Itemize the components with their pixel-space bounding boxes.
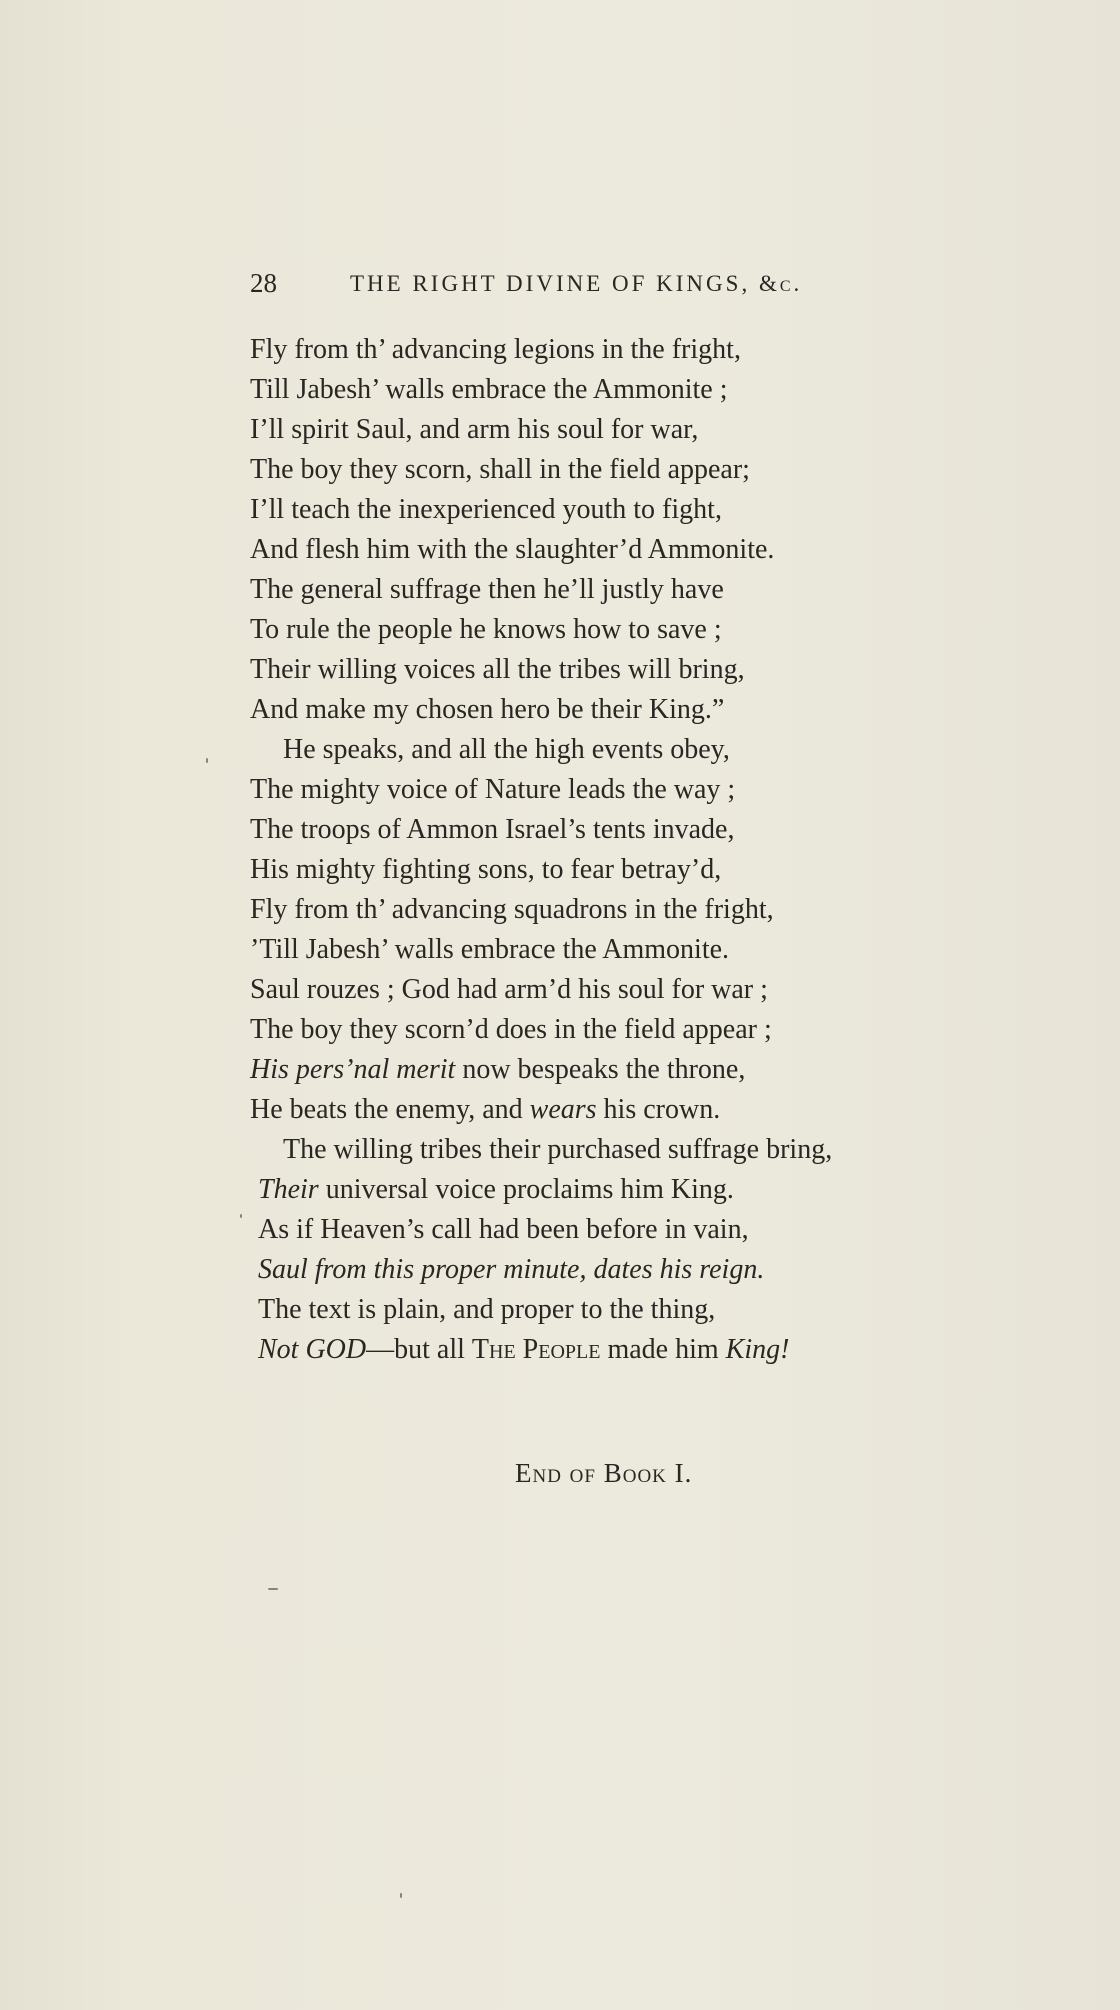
poem-line: The troops of Ammon Israel’s tents invade,: [250, 814, 735, 845]
line-text: universal voice proclaims him King.: [318, 1174, 734, 1205]
ink-speck: [240, 1214, 242, 1218]
poem-line: And make my chosen hero be their King.”: [250, 694, 725, 725]
italic-word: King!: [725, 1334, 790, 1365]
poem-line: The boy they scorn’d does in the field appear ;: [250, 1014, 772, 1045]
poem-line: The text is plain, and proper to the thing,: [258, 1294, 716, 1325]
poem-line: The willing tribes their purchased suffrage bring,: [283, 1134, 833, 1165]
page-number: 28: [250, 268, 277, 298]
running-head: [250, 268, 870, 308]
poem-line: Fly from th’ advancing legions in the fright,: [250, 334, 741, 365]
poem-line: I’ll spirit Saul, and arm his soul for war,: [250, 414, 699, 445]
poem-line: And flesh him with the slaughter’d Ammonite.: [250, 534, 775, 565]
end-of-book-mark: End of Book I.: [515, 1458, 693, 1488]
poem-line: To rule the people he knows how to save ;: [250, 614, 722, 645]
poem-line: He speaks, and all the high events obey,: [283, 734, 730, 765]
poem-text: [250, 330, 970, 1370]
ink-speck: [268, 1588, 278, 1590]
italic-phrase: Not GOD: [258, 1334, 367, 1365]
small-caps-phrase: The People: [471, 1334, 601, 1365]
ink-speck: [206, 758, 208, 763]
line-text: He beats the enemy, and: [250, 1094, 530, 1125]
line-text: now bespeaks the throne,: [455, 1054, 746, 1085]
italic-phrase: His pers’nal merit: [250, 1054, 456, 1085]
poem-line: [250, 1050, 970, 1090]
poem-line: [250, 1090, 970, 1130]
poem-line: His mighty fighting sons, to fear betray’d,: [250, 854, 722, 885]
poem-line: ’Till Jabesh’ walls embrace the Ammonite.: [250, 934, 730, 965]
poem-line: The boy they scorn, shall in the field appear;: [250, 454, 750, 485]
line-text: —but all: [366, 1334, 472, 1365]
poem-line: [250, 1330, 970, 1370]
poem-line: [250, 1250, 970, 1290]
poem-line: [250, 1170, 970, 1210]
italic-line: Saul from this proper minute, dates his reign.: [258, 1254, 765, 1285]
poem-line: Their willing voices all the tribes will bring,: [250, 654, 745, 685]
poem-line: As if Heaven’s call had been before in vain,: [258, 1214, 749, 1245]
line-text: made him: [600, 1334, 726, 1365]
italic-word: wears: [529, 1094, 597, 1125]
poem-line: Saul rouzes ; God had arm’d his soul for war ;: [250, 974, 768, 1005]
poem-line: The general suffrage then he’ll justly have: [250, 574, 724, 605]
italic-word: Their: [258, 1174, 319, 1205]
line-text: his crown.: [596, 1094, 721, 1125]
running-title: THE RIGHT DIVINE OF KINGS, &c.: [350, 271, 803, 296]
poem-line: The mighty voice of Nature leads the way ;: [250, 774, 736, 805]
poem-line: Till Jabesh’ walls embrace the Ammonite ;: [250, 374, 728, 405]
poem-line: Fly from th’ advancing squadrons in the fright,: [250, 894, 774, 925]
poem-line: I’ll teach the inexperienced youth to fight,: [250, 494, 722, 525]
ink-speck: [400, 1893, 402, 1898]
